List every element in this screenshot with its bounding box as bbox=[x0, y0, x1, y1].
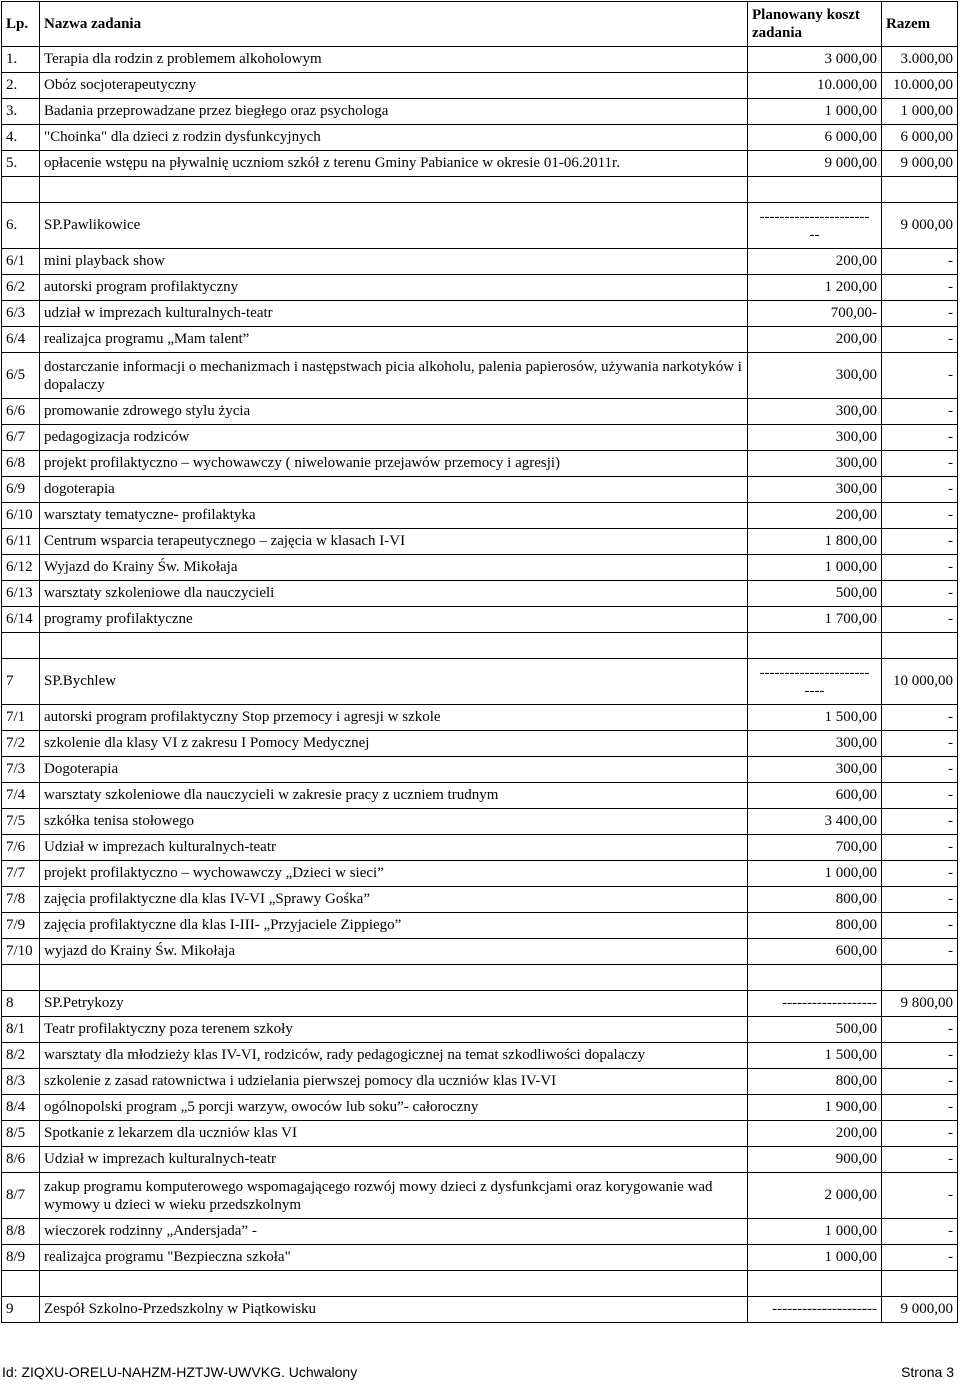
row-task-name: dostarczanie informacji o mechanizmach i następstwach picia alkoholu, palenia papierosów, używania narkotyków i dopalaczy bbox=[40, 353, 748, 399]
table-row bbox=[2, 125, 958, 151]
table-row bbox=[2, 177, 958, 203]
table-row bbox=[2, 529, 958, 555]
row-lp: 8/7 bbox=[2, 1173, 40, 1219]
budget-table bbox=[1, 1, 958, 1323]
row-total: - bbox=[882, 887, 958, 913]
row-task-name: programy profilaktyczne bbox=[40, 607, 748, 633]
row-lp: 8/2 bbox=[2, 1043, 40, 1069]
row-planned-cost: 900,00 bbox=[748, 1147, 882, 1173]
row-planned-cost bbox=[748, 633, 882, 659]
row-lp: 6/3 bbox=[2, 301, 40, 327]
row-planned-cost: ------------------- bbox=[748, 991, 882, 1017]
row-lp bbox=[2, 633, 40, 659]
row-planned-cost: 1 000,00 bbox=[748, 1219, 882, 1245]
row-task-name: zajęcia profilaktyczne dla klas I-III- „Przyjaciele Zippiego” bbox=[40, 913, 748, 939]
row-total: - bbox=[882, 1095, 958, 1121]
row-planned-cost: 700,00 bbox=[748, 835, 882, 861]
row-task-name: Spotkanie z lekarzem dla uczniów klas VI bbox=[40, 1121, 748, 1147]
row-planned-cost: 200,00 bbox=[748, 327, 882, 353]
row-task-name bbox=[40, 633, 748, 659]
row-total: - bbox=[882, 581, 958, 607]
row-task-name: Udział w imprezach kulturalnych-teatr bbox=[40, 835, 748, 861]
row-lp: 7/2 bbox=[2, 731, 40, 757]
row-lp: 6/8 bbox=[2, 451, 40, 477]
row-task-name: pedagogizacja rodziców bbox=[40, 425, 748, 451]
row-planned-cost: --------------------- bbox=[748, 1297, 882, 1323]
row-total: - bbox=[882, 939, 958, 965]
row-total: - bbox=[882, 861, 958, 887]
row-lp: 7/1 bbox=[2, 705, 40, 731]
row-task-name: realizajca programu "Bezpieczna szkoła" bbox=[40, 1245, 748, 1271]
row-total: - bbox=[882, 249, 958, 275]
row-planned-cost: 300,00 bbox=[748, 757, 882, 783]
row-task-name: SP.Pawlikowice bbox=[40, 203, 748, 249]
row-planned-cost: 1 900,00 bbox=[748, 1095, 882, 1121]
row-task-name: Wyjazd do Krainy Św. Mikołaja bbox=[40, 555, 748, 581]
table-row bbox=[2, 327, 958, 353]
table-row bbox=[2, 939, 958, 965]
table-row bbox=[2, 503, 958, 529]
row-lp: 8/5 bbox=[2, 1121, 40, 1147]
row-lp: 6/10 bbox=[2, 503, 40, 529]
row-total: - bbox=[882, 1245, 958, 1271]
row-lp: 6/1 bbox=[2, 249, 40, 275]
row-planned-cost: 800,00 bbox=[748, 1069, 882, 1095]
row-lp: 1. bbox=[2, 47, 40, 73]
row-task-name: warsztaty szkoleniowe dla nauczycieli w zakresie pracy z uczniem trudnym bbox=[40, 783, 748, 809]
row-total: 9 000,00 bbox=[882, 203, 958, 249]
table-row bbox=[2, 607, 958, 633]
row-total: - bbox=[882, 399, 958, 425]
row-task-name: SP.Bychlew bbox=[40, 659, 748, 705]
row-planned-cost: ---------------------- ---- bbox=[748, 659, 882, 705]
row-task-name: projekt profilaktyczno – wychowawczy „Dzieci w sieci” bbox=[40, 861, 748, 887]
row-task-name: zakup programu komputerowego wspomagającego rozwój mowy dzieci z dysfunkcjami oraz korygowanie wad wymowy u dzieci w wieku przedszkolnym bbox=[40, 1173, 748, 1219]
row-planned-cost: ---------------------- -- bbox=[748, 203, 882, 249]
row-planned-cost: 300,00 bbox=[748, 731, 882, 757]
row-lp: 6/6 bbox=[2, 399, 40, 425]
table-row bbox=[2, 1095, 958, 1121]
table-row bbox=[2, 1297, 958, 1323]
row-total: - bbox=[882, 327, 958, 353]
table-header-row bbox=[2, 2, 958, 47]
row-lp: 6/4 bbox=[2, 327, 40, 353]
row-total: - bbox=[882, 353, 958, 399]
header-task-name: Nazwa zadania bbox=[40, 2, 748, 47]
table-row bbox=[2, 353, 958, 399]
row-total: - bbox=[882, 1173, 958, 1219]
row-planned-cost bbox=[748, 177, 882, 203]
row-lp: 8/9 bbox=[2, 1245, 40, 1271]
row-lp: 6/5 bbox=[2, 353, 40, 399]
row-lp bbox=[2, 965, 40, 991]
row-planned-cost: 6 000,00 bbox=[748, 125, 882, 151]
table-row bbox=[2, 809, 958, 835]
row-planned-cost: 1 000,00 bbox=[748, 861, 882, 887]
row-total: - bbox=[882, 1043, 958, 1069]
row-lp: 6/14 bbox=[2, 607, 40, 633]
row-task-name bbox=[40, 177, 748, 203]
page-footer bbox=[2, 1364, 954, 1380]
row-total: - bbox=[882, 705, 958, 731]
row-planned-cost: 200,00 bbox=[748, 249, 882, 275]
row-planned-cost: 1 500,00 bbox=[748, 1043, 882, 1069]
header-total: Razem bbox=[882, 2, 958, 47]
table-row bbox=[2, 887, 958, 913]
table-row bbox=[2, 555, 958, 581]
row-task-name bbox=[40, 1271, 748, 1297]
row-planned-cost: 300,00 bbox=[748, 399, 882, 425]
row-total: - bbox=[882, 1017, 958, 1043]
row-task-name: udział w imprezach kulturalnych-teatr bbox=[40, 301, 748, 327]
row-planned-cost: 9 000,00 bbox=[748, 151, 882, 177]
row-task-name: Centrum wsparcia terapeutycznego – zajęcia w klasach I-VI bbox=[40, 529, 748, 555]
table-row bbox=[2, 1245, 958, 1271]
table-row bbox=[2, 731, 958, 757]
table-row bbox=[2, 1271, 958, 1297]
row-lp: 6. bbox=[2, 203, 40, 249]
row-task-name: Teatr profilaktyczny poza terenem szkoły bbox=[40, 1017, 748, 1043]
table-row bbox=[2, 659, 958, 705]
row-lp: 6/7 bbox=[2, 425, 40, 451]
table-row bbox=[2, 705, 958, 731]
table-row bbox=[2, 1017, 958, 1043]
table-row bbox=[2, 203, 958, 249]
table-row bbox=[2, 275, 958, 301]
row-lp: 8/4 bbox=[2, 1095, 40, 1121]
row-lp: 6/2 bbox=[2, 275, 40, 301]
row-task-name: Udział w imprezach kulturalnych-teatr bbox=[40, 1147, 748, 1173]
row-task-name: opłacenie wstępu na pływalnię uczniom szkół z terenu Gminy Pabianice w okresie 01-06.2011r. bbox=[40, 151, 748, 177]
row-task-name: promowanie zdrowego stylu życia bbox=[40, 399, 748, 425]
row-task-name: autorski program profilaktyczny bbox=[40, 275, 748, 301]
table-row bbox=[2, 581, 958, 607]
row-total: - bbox=[882, 607, 958, 633]
row-planned-cost: 600,00 bbox=[748, 783, 882, 809]
row-total: - bbox=[882, 301, 958, 327]
table-row bbox=[2, 861, 958, 887]
table-row bbox=[2, 1173, 958, 1219]
row-planned-cost bbox=[748, 965, 882, 991]
row-task-name: autorski program profilaktyczny Stop przemocy i agresji w szkole bbox=[40, 705, 748, 731]
row-lp bbox=[2, 177, 40, 203]
row-lp: 7/7 bbox=[2, 861, 40, 887]
row-lp: 8 bbox=[2, 991, 40, 1017]
row-task-name: szkółka tenisa stołowego bbox=[40, 809, 748, 835]
table-row bbox=[2, 249, 958, 275]
row-planned-cost: 1 000,00 bbox=[748, 99, 882, 125]
table-row bbox=[2, 99, 958, 125]
row-task-name: projekt profilaktyczno – wychowawczy ( niwelowanie przejawów przemocy i agresji) bbox=[40, 451, 748, 477]
row-planned-cost: 300,00 bbox=[748, 451, 882, 477]
row-planned-cost: 600,00 bbox=[748, 939, 882, 965]
row-task-name: Obóz socjoterapeutyczny bbox=[40, 73, 748, 99]
row-total: - bbox=[882, 809, 958, 835]
header-planned-cost: Planowany koszt zadania bbox=[748, 2, 882, 47]
row-planned-cost: 1 700,00 bbox=[748, 607, 882, 633]
table-row bbox=[2, 73, 958, 99]
row-planned-cost: 1 000,00 bbox=[748, 1245, 882, 1271]
row-total bbox=[882, 1271, 958, 1297]
row-total bbox=[882, 633, 958, 659]
row-planned-cost: 1 500,00 bbox=[748, 705, 882, 731]
row-planned-cost: 200,00 bbox=[748, 503, 882, 529]
row-total: - bbox=[882, 731, 958, 757]
row-lp: 6/9 bbox=[2, 477, 40, 503]
row-planned-cost: 3 400,00 bbox=[748, 809, 882, 835]
row-total: 10 000,00 bbox=[882, 659, 958, 705]
row-lp bbox=[2, 1271, 40, 1297]
row-lp: 4. bbox=[2, 125, 40, 151]
table-row bbox=[2, 835, 958, 861]
table-row bbox=[2, 1121, 958, 1147]
row-task-name bbox=[40, 965, 748, 991]
table-row bbox=[2, 477, 958, 503]
row-lp: 7/10 bbox=[2, 939, 40, 965]
row-total: 6 000,00 bbox=[882, 125, 958, 151]
row-lp: 7/3 bbox=[2, 757, 40, 783]
row-planned-cost: 1 000,00 bbox=[748, 555, 882, 581]
row-lp: 7 bbox=[2, 659, 40, 705]
row-planned-cost: 300,00 bbox=[748, 353, 882, 399]
row-total: 9 800,00 bbox=[882, 991, 958, 1017]
row-lp: 8/1 bbox=[2, 1017, 40, 1043]
row-planned-cost: 300,00 bbox=[748, 425, 882, 451]
row-lp: 6/13 bbox=[2, 581, 40, 607]
row-task-name: Zespół Szkolno-Przedszkolny w Piątkowisku bbox=[40, 1297, 748, 1323]
row-task-name: szkolenie z zasad ratownictwa i udzielania pierwszej pomocy dla uczniów klas IV-VI bbox=[40, 1069, 748, 1095]
row-planned-cost: 3 000,00 bbox=[748, 47, 882, 73]
row-total: - bbox=[882, 1147, 958, 1173]
table-row bbox=[2, 399, 958, 425]
row-lp: 8/6 bbox=[2, 1147, 40, 1173]
row-planned-cost: 10.000,00 bbox=[748, 73, 882, 99]
row-total: - bbox=[882, 1219, 958, 1245]
table-row bbox=[2, 47, 958, 73]
row-total: - bbox=[882, 451, 958, 477]
row-planned-cost: 800,00 bbox=[748, 913, 882, 939]
table-row bbox=[2, 965, 958, 991]
row-task-name: mini playback show bbox=[40, 249, 748, 275]
row-lp: 6/12 bbox=[2, 555, 40, 581]
row-task-name: SP.Petrykozy bbox=[40, 991, 748, 1017]
table-row bbox=[2, 1069, 958, 1095]
page-number: Strona 3 bbox=[901, 1364, 954, 1380]
table-row bbox=[2, 757, 958, 783]
row-total: - bbox=[882, 757, 958, 783]
table-row bbox=[2, 451, 958, 477]
row-task-name: realizajca programu „Mam talent” bbox=[40, 327, 748, 353]
header-lp: Lp. bbox=[2, 2, 40, 47]
row-lp: 9 bbox=[2, 1297, 40, 1323]
row-total: 3.000,00 bbox=[882, 47, 958, 73]
row-total: - bbox=[882, 529, 958, 555]
row-planned-cost: 200,00 bbox=[748, 1121, 882, 1147]
row-planned-cost: 500,00 bbox=[748, 581, 882, 607]
document-id: Id: ZIQXU-ORELU-NAHZM-HZTJW-UWVKG. Uchwalony bbox=[2, 1364, 358, 1380]
row-total: - bbox=[882, 1069, 958, 1095]
row-total: - bbox=[882, 275, 958, 301]
row-total bbox=[882, 177, 958, 203]
row-total: - bbox=[882, 1121, 958, 1147]
table-row bbox=[2, 1043, 958, 1069]
table-row bbox=[2, 151, 958, 177]
row-total: - bbox=[882, 503, 958, 529]
row-lp: 8/3 bbox=[2, 1069, 40, 1095]
table-body bbox=[2, 47, 958, 1323]
row-lp: 7/8 bbox=[2, 887, 40, 913]
row-planned-cost: 300,00 bbox=[748, 477, 882, 503]
row-total: - bbox=[882, 555, 958, 581]
row-task-name: ogólnopolski program „5 porcji warzyw, owoców lub soku”- całoroczny bbox=[40, 1095, 748, 1121]
row-task-name: warsztaty szkoleniowe dla nauczycieli bbox=[40, 581, 748, 607]
row-task-name: Badania przeprowadzane przez biegłego oraz psychologa bbox=[40, 99, 748, 125]
table-row bbox=[2, 991, 958, 1017]
table-row bbox=[2, 633, 958, 659]
table-row bbox=[2, 425, 958, 451]
row-planned-cost: 1 800,00 bbox=[748, 529, 882, 555]
row-planned-cost: 800,00 bbox=[748, 887, 882, 913]
table-row bbox=[2, 1147, 958, 1173]
row-lp: 7/6 bbox=[2, 835, 40, 861]
row-planned-cost: 1 200,00 bbox=[748, 275, 882, 301]
row-lp: 7/4 bbox=[2, 783, 40, 809]
row-task-name: szkolenie dla klasy VI z zakresu I Pomocy Medycznej bbox=[40, 731, 748, 757]
row-total: 10.000,00 bbox=[882, 73, 958, 99]
table-row bbox=[2, 1219, 958, 1245]
row-lp: 6/11 bbox=[2, 529, 40, 555]
row-task-name: Terapia dla rodzin z problemem alkoholowym bbox=[40, 47, 748, 73]
row-total: 9 000,00 bbox=[882, 1297, 958, 1323]
row-planned-cost: 2 000,00 bbox=[748, 1173, 882, 1219]
row-total bbox=[882, 965, 958, 991]
row-total: - bbox=[882, 913, 958, 939]
row-task-name: "Choinka" dla dzieci z rodzin dysfunkcyjnych bbox=[40, 125, 748, 151]
row-task-name: wyjazd do Krainy Św. Mikołaja bbox=[40, 939, 748, 965]
row-task-name: dogoterapia bbox=[40, 477, 748, 503]
table-row bbox=[2, 783, 958, 809]
row-lp: 3. bbox=[2, 99, 40, 125]
row-task-name: warsztaty tematyczne- profilaktyka bbox=[40, 503, 748, 529]
row-total: 9 000,00 bbox=[882, 151, 958, 177]
table-row bbox=[2, 301, 958, 327]
row-task-name: wieczorek rodzinny „Andersjada” - bbox=[40, 1219, 748, 1245]
row-planned-cost: 700,00- bbox=[748, 301, 882, 327]
row-planned-cost: 500,00 bbox=[748, 1017, 882, 1043]
row-lp: 7/5 bbox=[2, 809, 40, 835]
row-lp: 5. bbox=[2, 151, 40, 177]
row-total: - bbox=[882, 835, 958, 861]
row-lp: 2. bbox=[2, 73, 40, 99]
table-row bbox=[2, 913, 958, 939]
row-total: - bbox=[882, 477, 958, 503]
row-task-name: warsztaty dla młodzieży klas IV-VI, rodziców, rady pedagogicznej na temat szkodliwości dopalaczy bbox=[40, 1043, 748, 1069]
row-total: - bbox=[882, 425, 958, 451]
row-task-name: zajęcia profilaktyczne dla klas IV-VI „Sprawy Gośka” bbox=[40, 887, 748, 913]
row-total: - bbox=[882, 783, 958, 809]
row-planned-cost bbox=[748, 1271, 882, 1297]
row-task-name: Dogoterapia bbox=[40, 757, 748, 783]
row-lp: 7/9 bbox=[2, 913, 40, 939]
row-lp: 8/8 bbox=[2, 1219, 40, 1245]
row-total: 1 000,00 bbox=[882, 99, 958, 125]
